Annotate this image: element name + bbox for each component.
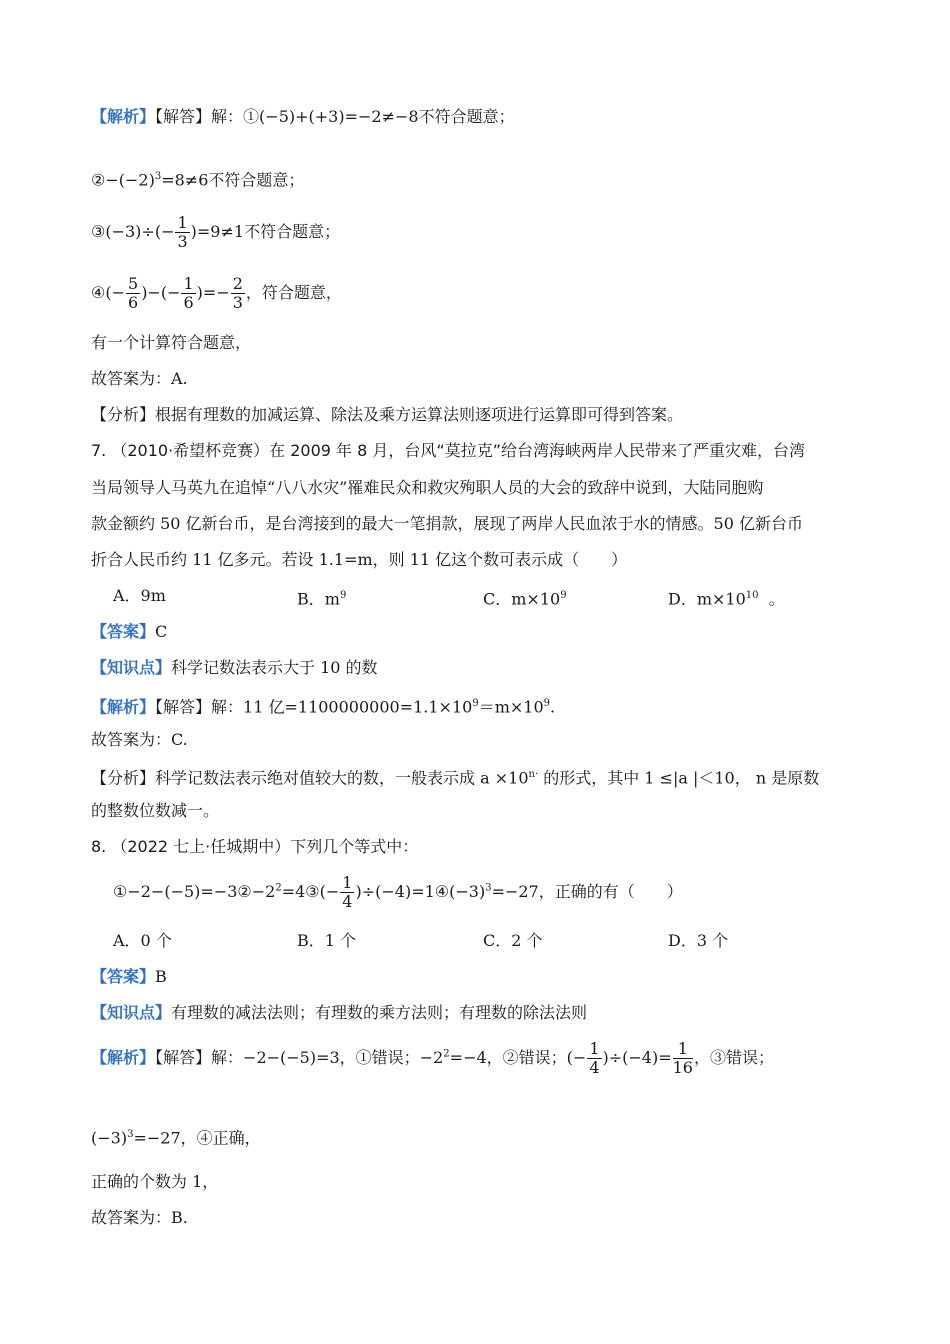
analysis-tag: 【解析】: [91, 697, 156, 717]
q7-line-3: 款金额约 50 亿新台币，是台湾接到的最大一笔捐款，展现了两岸人民血浓于水的情感。50 亿新台币: [91, 514, 803, 533]
answer-tag: 【答案】: [91, 967, 156, 986]
exponent: 3: [127, 1129, 134, 1140]
numerator: 2: [232, 274, 243, 293]
q7-option-c: [483, 585, 567, 610]
denominator: 3: [177, 232, 188, 251]
exponent: 2: [443, 1048, 450, 1060]
exponent: 3: [154, 171, 162, 182]
analysis-tag: 【解析】: [91, 107, 156, 126]
q8-option-a: A．0 个: [113, 931, 172, 950]
exponent: 3: [485, 882, 492, 894]
text: 不符合题意；: [244, 222, 341, 241]
solution-line-2: [91, 166, 304, 191]
q8-answer: [91, 966, 167, 988]
q8-option-c: C．2 个: [483, 931, 543, 950]
q8-line-1: 8. （2022 七上·任城期中）下列几个等式中：: [91, 837, 419, 856]
q7-option-b: [297, 585, 346, 610]
fraction: [175, 214, 189, 251]
knowledge-tag: 【知识点】: [91, 1003, 172, 1022]
q7-knowledge: [91, 657, 378, 679]
fraction: [340, 874, 354, 911]
exponent: 9: [472, 698, 479, 709]
answer-tag: 【解答】: [155, 107, 212, 126]
math: )=9≠1: [190, 222, 245, 241]
q7-analysis: [91, 764, 819, 789]
q7-answer: [91, 621, 167, 643]
math: ①−2−(−5)=−3②−2: [113, 882, 276, 901]
denominator: 4: [589, 1058, 600, 1077]
denominator: 3: [232, 293, 243, 312]
text: 解：−2−(−5)=3，①错误；−2: [211, 1048, 444, 1067]
text: 不符合题意；: [418, 107, 515, 126]
text: =−27，正确的有（ ）: [491, 882, 683, 901]
text: C．m×10: [483, 589, 561, 609]
numerator: 1: [673, 1040, 693, 1059]
answer-tag: 【解答】: [155, 1048, 212, 1067]
exponent: 9: [560, 590, 567, 601]
numerator: 1: [589, 1039, 600, 1058]
q8-count: 正确的个数为 1，: [91, 1172, 219, 1191]
exponent: n·: [528, 769, 539, 780]
fraction: [181, 275, 195, 312]
answer-tag: 【答案】: [91, 622, 156, 641]
solution-line-5: 有一个计算符合题意，: [91, 333, 252, 352]
fraction: [231, 275, 245, 312]
text: 科学记数法表示大于 10 的数: [171, 658, 378, 677]
math: )÷(−4)=: [602, 1048, 672, 1067]
text: 的形式，其中 1 ≤|a |＜10， n 是原数: [538, 768, 820, 788]
conclusion-line: 故答案为：A.: [91, 369, 188, 388]
text: 有理数的减法法则；有理数的乘方法则；有理数的除法法则: [171, 1003, 588, 1022]
exponent: 9: [543, 698, 551, 709]
q7-line-4: 折合人民币约 11 亿多元。若设 1.1=m，则 11 亿这个数可表示成（ ）: [91, 550, 628, 569]
text: ，符合题意，: [245, 283, 342, 302]
analysis-line: [91, 404, 683, 426]
text: 科学记数法表示绝对值较大的数，一般表示成 a ×10: [155, 768, 529, 788]
numerator: 1: [177, 213, 188, 232]
math: (−5)+(+3)=−2≠−8: [259, 107, 419, 126]
solution-line-4: [91, 275, 342, 312]
exponent: 9: [339, 590, 347, 601]
q8-option-d: D．3 个: [668, 931, 729, 950]
text: =−27，④正确，: [133, 1128, 261, 1148]
q7-solution: [91, 693, 555, 718]
text: .: [550, 697, 556, 717]
answer-value: B: [155, 967, 167, 986]
q7-analysis-line-2: 的整数位数减一。: [91, 801, 220, 820]
text: 解：①: [211, 107, 260, 126]
denominator: 6: [128, 293, 139, 312]
q8-solution-line-2: [91, 1124, 261, 1149]
answer-tag: 【解答】: [155, 697, 212, 717]
text: ，③错误；: [693, 1048, 774, 1067]
denominator: 16: [672, 1058, 693, 1077]
exponent: 2: [275, 882, 282, 894]
math: =4③(−: [281, 882, 340, 901]
fenxi-tag: 【分析】: [91, 405, 156, 424]
denominator: 4: [342, 892, 353, 911]
q7-option-a: A．9m: [113, 586, 166, 605]
math: ④(−: [91, 283, 125, 302]
text: D．m×10: [668, 589, 746, 609]
q8-conclusion: 故答案为：B.: [91, 1208, 188, 1227]
denominator: 6: [183, 293, 194, 312]
q7-line-1: 7. （2010·希望杯竞赛）在 2009 年 8 月，台风“莫拉克”给台湾海峡两岸人民带来了严重灾难，台湾: [91, 441, 805, 460]
text: =−4，②错误；(−: [449, 1048, 587, 1067]
q8-option-b: B．1 个: [297, 931, 357, 950]
q8-solution: [91, 1040, 774, 1077]
math: )÷(−4)=1④(−3): [355, 882, 486, 901]
q7-conclusion: 故答案为：C.: [91, 730, 188, 749]
text: 不符合题意；: [208, 170, 305, 190]
fenxi-tag: 【分析】: [91, 768, 156, 788]
text: ＝m×10: [478, 697, 544, 717]
q7-option-d: [668, 585, 785, 610]
math: ②−(−2): [91, 170, 155, 190]
numerator: 5: [128, 274, 139, 293]
analysis-tag: 【解析】: [91, 1048, 156, 1067]
knowledge-tag: 【知识点】: [91, 658, 172, 677]
text: B．m: [297, 589, 340, 609]
solution-line-1: [91, 106, 515, 128]
math: (−3): [91, 1128, 128, 1148]
exponent: 10: [745, 590, 759, 601]
q8-equations: [113, 874, 683, 911]
fraction: [126, 275, 140, 312]
numerator: 1: [342, 873, 353, 892]
fraction: [673, 1040, 693, 1077]
math: )=−: [196, 283, 230, 302]
text: 。: [768, 589, 785, 609]
fraction: [587, 1040, 601, 1077]
q8-knowledge: [91, 1002, 587, 1024]
text: 解：11 亿=1100000000=1.1×10: [211, 697, 473, 717]
math: ③(−3)÷(−: [91, 222, 175, 241]
answer-value: C: [155, 622, 168, 641]
math: )−(−: [141, 283, 181, 302]
numerator: 1: [183, 274, 194, 293]
math: =8≠6: [161, 170, 209, 190]
text: 根据有理数的加减运算、除法及乘方运算法则逐项进行运算即可得到答案。: [155, 405, 684, 424]
q7-line-2: 当局领导人马英九在追悼“八八水灾”罹难民众和救灾殉职人员的大会的致辞中说到，大陆同胞购: [91, 478, 764, 497]
solution-line-3: [91, 214, 340, 251]
